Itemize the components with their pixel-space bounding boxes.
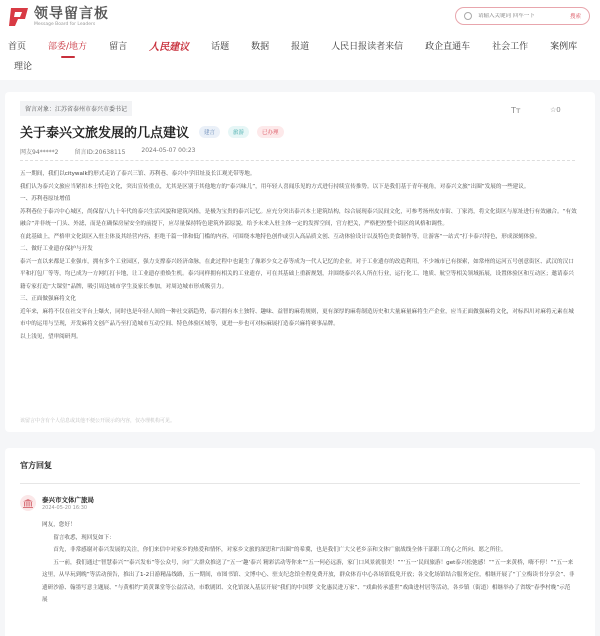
- message-target: 留言对象：江苏省泰州市泰兴市委书记: [20, 101, 132, 116]
- nav-item-departments[interactable]: 部委/地方: [48, 39, 87, 52]
- nav-item-people-suggestions[interactable]: 人民建议: [149, 42, 190, 53]
- site-header: [0, 0, 600, 80]
- government-building-icon: [20, 495, 36, 511]
- favorite-button[interactable]: ☆0: [550, 106, 561, 114]
- message-id: 留言ID:20638115: [74, 149, 126, 156]
- reply-paragraph: 网友，您好！: [42, 522, 76, 528]
- badge-status: 已办理: [257, 126, 284, 138]
- logo-title: 领导留言板: [34, 6, 109, 22]
- reply-paragraph: 留言收悉，现回复如下：: [53, 534, 115, 541]
- body-paragraph: 五一期间，我们以citywalk的形式走访了泰兴三馆、苏利巷、泰兴中学旧址及长江观光带等地。: [20, 171, 256, 177]
- message-meta: [20, 147, 211, 156]
- badge-category: 建言: [199, 126, 220, 138]
- logo-subtitle: Message Board for Leaders: [34, 22, 96, 27]
- nav-item-case-library[interactable]: 案例库: [550, 42, 578, 52]
- search-button[interactable]: 搜索: [569, 14, 581, 20]
- privacy-note: 该留言中含有个人信息或其他不便公开展示的内容，仅办理机构可见。: [20, 418, 176, 424]
- body-heading: 一、苏利巷原址增值: [20, 196, 71, 202]
- font-size-icon[interactable]: Tт: [511, 106, 521, 115]
- reply-section-title: 官方回复: [20, 461, 52, 470]
- divider: [20, 483, 580, 484]
- search-box: [455, 7, 590, 25]
- message-author: 网友94*****2: [20, 149, 59, 156]
- nav-item-reports[interactable]: 报道: [291, 42, 310, 52]
- body-heading: 三、正面做强麻将文化: [20, 296, 76, 302]
- nav-item-theory[interactable]: 理论: [14, 62, 33, 72]
- logo-mark-icon: [8, 7, 30, 27]
- body-paragraph: 以上浅见，望审阅研判。: [20, 333, 82, 340]
- body-heading: 二、做好工业遗存保护与开发: [20, 246, 93, 252]
- reply-paragraph: 五一前，我们通过“智慧泰兴”“泰兴发布”等公众号，向广大群众推送了“五一‘趣’泰兴 精彩活动等你来”“五一何必远游，家门口风景就很美！”“‘五一’民间旅游！get泰兴松弛感！”“五一来黄桥，嗨不停！”“五一来这里，从早玩到晚”等活动预告，推出了1-2日游精品线路，五一期间，市图书馆、文博中心、驻支纪念馆全程免费开放，群众体育中心各场馆低免开放；各文化场馆结合服务定位，相继开展了“丁立梅读书分享会”、非遗研沙游、翰墨写意主题展、“与黄相约”黄黄课堂等公益活动，市歌剧团、文化馆深入基层开展“我们的中国梦 文化惠民进万家”、“戏曲传承盛世”戏曲进村居等活动，各乡镇（街道）相继举办了省级“春季村晚”示范展: [42, 559, 575, 603]
- body-paragraph: 近年来，麻将不仅在社交平台上爆火，同时也是年轻人间的一种社交新趋势，泰兴拥有本土独特、趣味、益智的麻将规则，更有深厚的麻将制造历史和大量麻量麻将生产企业，应当正面做强麻将文化，对标四川对麻将元素在城市中的运用与呈现，开发麻将文创产品乃至打造城市互动空间、特色体验区域等，更进一步也可对标麻展打造泰兴麻将赛事品牌。: [20, 308, 574, 327]
- official-reply-card: [5, 448, 595, 636]
- badge-field: 旅游: [228, 126, 249, 138]
- main-nav: [8, 38, 600, 53]
- divider: [20, 160, 575, 161]
- nav-item-readers-letters[interactable]: 人民日报读者来信: [331, 42, 404, 52]
- body-paragraph: 我们认为泰兴文旅应当紧扣本土特色文化，突出宣传重点，尤其是区别于其他地方的“泰兴味儿”，用年轻人喜闻乐见的方式进行持续宣传推势。以下是我们基于青年视角，对泰兴文旅“出圈”发展的一些建议。: [20, 183, 530, 190]
- reply-body: [42, 519, 575, 607]
- site-logo[interactable]: [8, 6, 109, 28]
- nav-item-gov-business[interactable]: 政企直通车: [425, 42, 471, 52]
- search-icon: [464, 12, 472, 20]
- reply-paragraph: 首先，非常感谢对泰兴发展的关注，你们来信中对家乡的热爱和情怀，对家乡文旅的深思和“出圈”的希冀，也是我们广大父老乡亲和文体广旅战线全体干部职工的心之所向、愿之所往。: [53, 547, 507, 553]
- reply-org-name: 泰兴市文体广旅局: [42, 496, 94, 504]
- message-datetime: 2024-05-07 00:23: [141, 147, 196, 154]
- nav-item-social-work[interactable]: 社会工作: [492, 42, 529, 52]
- body-paragraph: 在此基础上，严格审文化街区入驻主体及其经营内容，拒绝千篇一律和低门槛的内容，可围绕本地特色创作或引入高品质文创、互动体验设计以及特色美食制作等，让游客“一站式”打卡泰兴特色，形成深刻体验。: [20, 233, 541, 240]
- search-input[interactable]: [478, 13, 570, 19]
- nav-item-topics[interactable]: 话题: [211, 42, 230, 52]
- nav-item-data[interactable]: 数据: [251, 42, 270, 52]
- message-title: 关于泰兴文旅发展的几点建议: [20, 126, 190, 141]
- body-paragraph: 苏利巷位于泰兴中心城区，尚保留八九十年代的泰兴生活风貌和建筑风格，是极为宝贵的泰兴记忆。应充分突出泰兴本土建筑结构，综合展现泰兴民间文化，可参考扬州皮市街、丁家湾，将文化街区与原址进行有效融合。“有效融合”并非统一门头、外滤，而是在确保房屋安全的前提下，应尽量保持特色建筑外部原貌，给予未来入驻主体一定的发挥空间，官方把关，严格把控整个街区的风格和调性。: [20, 208, 577, 227]
- nav-item-messages[interactable]: 留言: [109, 42, 128, 52]
- body-paragraph: 泰兴一直以来都是工业强市，拥有多个工业园区，强力支撑泰兴经济命脉，在此过程中也诞生了像彩少女之春等成为一代人记忆的企业。对于工业遗存的改造利用，不少城市已有探索，如常州的运河五号创意街区、武汉的汉口平和打包厂等等，均已成为一方网红打卡地，让工业遗存重焕生机。泰兴同样拥有相关的工业遗存，可在其基础上重新规划，并围绕泰兴名人所在行业，运行化工、地质、航空等相关领域拓展，设置体验区和互动区；邀请泰兴籍专家打造“大课堂”品牌，吸引周边城市学生及家长参加，对周边城市形成吸引力。: [20, 258, 574, 290]
- title-row: [20, 122, 292, 141]
- nav-item-home[interactable]: 首页: [8, 42, 27, 52]
- reply-time: 2024-05-20 16:30: [42, 505, 88, 511]
- message-body: [20, 168, 577, 343]
- message-card: [5, 92, 595, 432]
